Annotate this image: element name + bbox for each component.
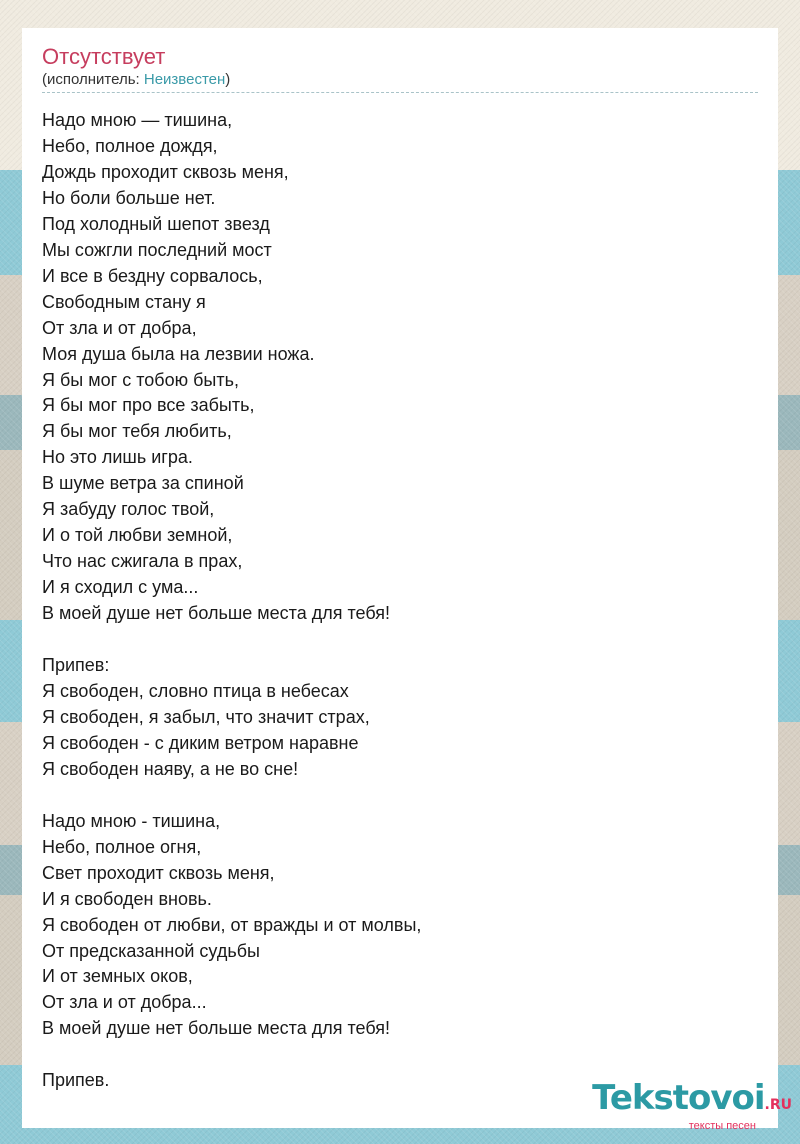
artist-prefix: (исполнитель:	[42, 71, 144, 88]
song-title: Отсутствует	[42, 44, 166, 69]
artist-link[interactable]: Неизвестен	[143, 71, 226, 88]
artist-line	[42, 70, 758, 93]
brand-tld: .RU	[764, 1097, 792, 1113]
lyrics-sheet	[22, 28, 778, 1128]
brand-name-text: Tekstovoi	[592, 1078, 765, 1118]
brand-tagline: тексты песен	[688, 1120, 756, 1132]
brand-name	[592, 1078, 792, 1122]
song-header	[42, 44, 758, 93]
artist-suffix: )	[225, 71, 231, 88]
brand-logo[interactable]	[592, 1078, 792, 1132]
lyrics-text: Надо мною — тишина, Небо, полное дождя, Дождь проходит сквозь меня, Но боли больше нет. Под холодный шепот звезд Мы сожгли последний мост И все в бездну сорвалось, Свободным стану я От зла и от добра, Моя душа была на лезвии ножа. Я бы мог с тобою быть, Я бы мог про все забыть, Я бы мог тебя любить, Но это лишь игра. В шуме ветра за спиной Я забуду голос твой, И о той любви земной, Что нас сжигала в прах, И я сходил с ума... В моей душе нет больше места для тебя! Припев: Я свободен, словно птица в небесах Я свободен, я забыл, что значит страх, Я свободен - с диким ветром наравне Я свободен наяву, а не во сне! Надо мною - тишина, Небо, полное огня, Свет проходит сквозь меня, И я свободен вновь. Я свободен от любви, от вражды и от молвы, От предсказанной судьбы И от земных оков, От зла и от добра... В моей душе нет больше места для тебя! Припев.	[42, 110, 422, 1091]
